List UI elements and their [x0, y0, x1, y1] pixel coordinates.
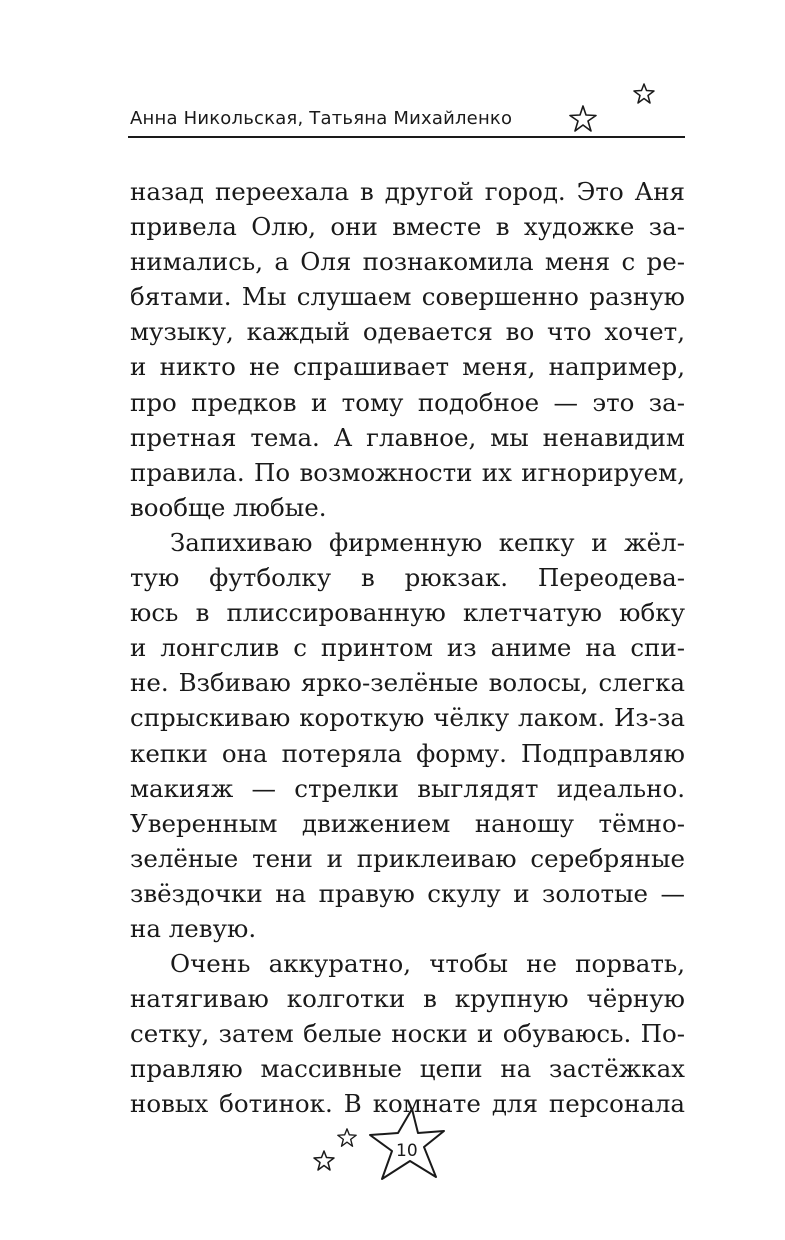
text-line: макияж — стрелки выглядят идеально. [130, 773, 685, 803]
text-line: Очень аккуратно, чтобы не порвать, [170, 949, 685, 979]
text-line: спрыскиваю короткую чёлку лаком. Из-за [130, 703, 685, 733]
text-line: зелёные тени и приклеиваю серебряные [130, 843, 685, 873]
header-star-large-icon [568, 104, 598, 134]
page-number: 10 [396, 1141, 418, 1161]
body-text [130, 174, 685, 1122]
text-line: нимались, а Оля познакомила меня с ре- [130, 247, 685, 277]
text-line: кепки она потеряла форму. Подправляю [130, 738, 685, 768]
header-rule [128, 136, 685, 138]
text-line: бятами. Мы слушаем совершенно разную [130, 282, 685, 312]
text-line: тую футболку в рюкзак. Переодева- [130, 563, 685, 593]
text-line: юсь в плиссированную клетчатую юбку [130, 598, 685, 628]
text-line: Запихиваю фирменную кепку и жёл- [170, 527, 685, 557]
running-header [128, 100, 685, 140]
page-footer [300, 1105, 470, 1205]
text-line: не. Взбиваю ярко-зелёные волосы, слегка [130, 668, 685, 698]
footer-star-tiny-icon [312, 1149, 336, 1173]
text-line: музыку, каждый одевается во что хочет, [130, 317, 685, 347]
paragraph-2 [130, 525, 685, 946]
paragraph-3 [130, 946, 685, 1121]
text-line: вообще любые. [130, 492, 327, 522]
text-line: про предков и тому подобное — это за- [130, 387, 685, 417]
running-title: Анна Никольская, Татьяна Михайленко [130, 108, 513, 129]
text-line: и лонгслив с принтом из аниме на спи- [130, 633, 685, 663]
text-line: Уверенным движением наношу тёмно- [130, 808, 685, 838]
text-line: новых ботинок. В комнате для персонала [130, 1089, 685, 1119]
text-line: звёздочки на правую скулу и золотые — [130, 878, 685, 908]
text-line: правляю массивные цепи на застёжках [130, 1054, 685, 1084]
header-star-small-icon [632, 82, 656, 106]
text-line: назад переехала в другой город. Это Аня [130, 177, 685, 206]
text-line: претная тема. А главное, мы ненавидим [130, 422, 685, 452]
text-line: и никто не спрашивает меня, например, [130, 352, 685, 382]
paragraph-1 [130, 174, 685, 525]
text-line: сетку, затем белые носки и обуваюсь. По- [130, 1019, 685, 1049]
text-line: на левую. [130, 913, 257, 943]
text-line: привела Олю, они вместе в художке за- [130, 212, 685, 242]
text-line: правила. По возможности их игнорируем, [130, 457, 685, 487]
footer-star-small-icon [336, 1127, 358, 1149]
text-line: натягиваю колготки в крупную чёрную [130, 984, 685, 1014]
